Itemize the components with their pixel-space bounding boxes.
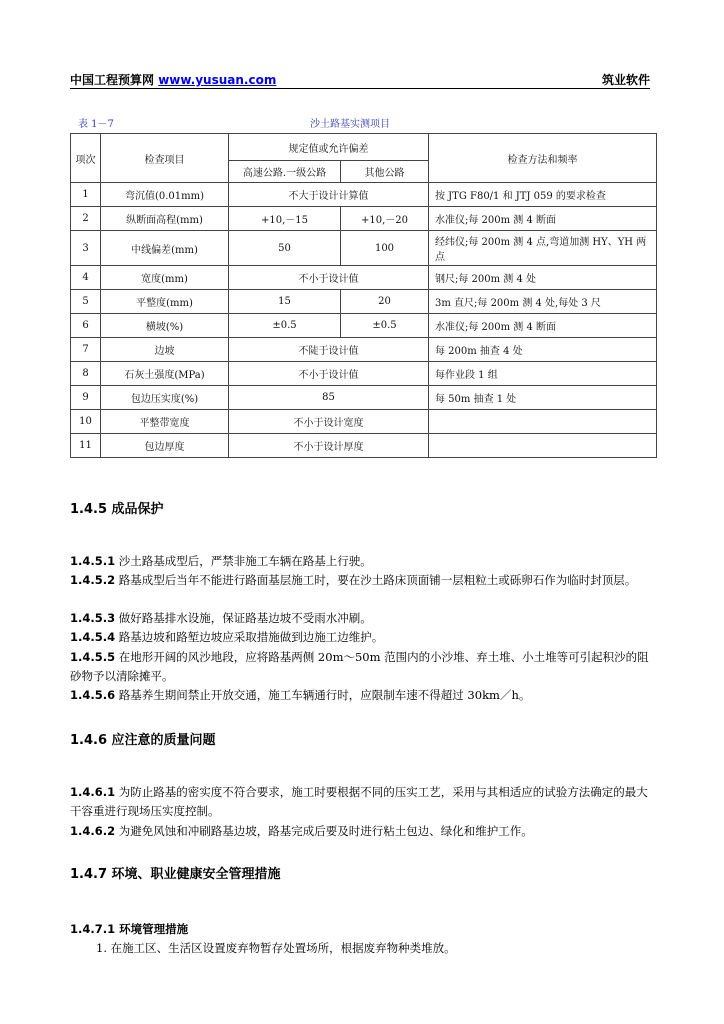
table-title: 沙土路基实测项目 xyxy=(310,119,390,130)
list-item: 1. 在施工区、生活区设置废弃物暂存处置场所，根据废弃物种类堆放。 xyxy=(96,941,456,955)
para-text: 为防止路基的密实度不符合要求，施工时要根据不同的压实工艺，采用与其相适应的试验方法确定的最大干容重进行现场压实度控制。 xyxy=(70,785,648,818)
cell-no: 11 xyxy=(71,434,101,458)
cell-high: ±0.5 xyxy=(229,314,341,338)
paragraph-1-4-5-5 xyxy=(70,648,656,686)
para-text: 沙土路基成型后，严禁非施工车辆在路基上行驶。 xyxy=(115,554,372,568)
cell-span: 不小于设计厚度 xyxy=(229,434,429,458)
para-num: 1.4.5.3 xyxy=(70,611,116,625)
paragraph-1-4-5-3 xyxy=(70,609,656,628)
cell-no: 9 xyxy=(71,386,101,410)
cell-no: 1 xyxy=(71,183,101,207)
table-row xyxy=(71,314,657,338)
cell-method xyxy=(429,410,657,434)
paragraph-1-4-5-6 xyxy=(70,686,656,705)
header-left xyxy=(70,71,276,88)
para-text: 在地形开阔的风沙地段，应将路基两侧 20m～50m 范围内的小沙堆、弃土堆、小土堆等可引起积沙的阻砂物予以清除摊平。 xyxy=(70,650,649,683)
heading-1-4-7: 1.4.7 环境、职业健康安全管理措施 xyxy=(70,867,281,882)
table-row xyxy=(71,386,657,410)
cell-span: 不小于设计值 xyxy=(229,362,429,386)
para-text: 为避免风蚀和冲刷路基边坡，路基完成后要及时进行粘土包边、绿化和维护工作。 xyxy=(115,824,533,838)
table-row xyxy=(71,231,657,266)
cell-item: 包边厚度 xyxy=(101,434,229,458)
cell-method: 每 50m 抽查 1 处 xyxy=(429,386,657,410)
paragraph-1-4-5-4 xyxy=(70,628,656,647)
cell-other: ±0.5 xyxy=(341,314,429,338)
cell-method: 钢尺;每 200m 测 4 处 xyxy=(429,266,657,290)
cell-other: +10,－20 xyxy=(341,207,429,231)
para-num: 1.4.5.6 xyxy=(70,688,116,702)
table-row xyxy=(71,266,657,290)
header-site-link[interactable]: www.yusuan.com xyxy=(158,73,277,87)
cell-item: 纵断面高程(mm) xyxy=(101,207,229,231)
page-header xyxy=(70,70,650,89)
para-num: 1.4.5.2 xyxy=(70,573,116,587)
header-right: 筑业软件 xyxy=(601,73,650,87)
para-num: 1.4.5.1 xyxy=(70,554,116,568)
cell-span: 不小于设计宽度 xyxy=(229,410,429,434)
cell-span: 不小于设计值 xyxy=(229,266,429,290)
header-highway: 高速公路.一级公路 xyxy=(229,161,341,183)
cell-no: 5 xyxy=(71,290,101,314)
cell-item: 宽度(mm) xyxy=(101,266,229,290)
table-row xyxy=(71,183,657,207)
paragraph-1-4-5-2 xyxy=(70,571,656,590)
cell-method: 经纬仪;每 200m 测 4 点,弯道加测 HY、YH 两点 xyxy=(429,231,657,266)
para-num: 1.4.6.1 xyxy=(70,785,116,799)
cell-method: 水准仪;每 200m 测 4 断面 xyxy=(429,207,657,231)
paragraph-1-4-6-1 xyxy=(70,783,656,821)
paragraph-1-4-6-2 xyxy=(70,822,656,841)
header-check-item: 检查项目 xyxy=(101,134,229,183)
cell-method xyxy=(429,434,657,458)
para-text: 做好路基排水设施，保证路基边坡不受雨水冲刷。 xyxy=(115,611,372,625)
header-other: 其他公路 xyxy=(341,161,429,183)
para-num: 1.4.6.2 xyxy=(70,824,116,838)
cell-high: 50 xyxy=(229,231,341,266)
cell-item: 平整度(mm) xyxy=(101,290,229,314)
cell-method: 每作业段 1 组 xyxy=(429,362,657,386)
para-text: 路基成型后当年不能进行路面基层施工时，要在沙土路床顶面铺一层粗粒土或砾卵石作为临时封顶层。 xyxy=(115,573,637,587)
cell-item: 平整带宽度 xyxy=(101,410,229,434)
cell-span: 不陡于设计值 xyxy=(229,338,429,362)
para-num: 1.4.5.5 xyxy=(70,650,116,664)
cell-no: 7 xyxy=(71,338,101,362)
cell-high: +10,－15 xyxy=(229,207,341,231)
para-num: 1.4.5.4 xyxy=(70,630,116,644)
cell-high: 15 xyxy=(229,290,341,314)
cell-item: 石灰土强度(MPa) xyxy=(101,362,229,386)
cell-span: 不大于设计计算值 xyxy=(229,183,429,207)
cell-item: 包边压实度(%) xyxy=(101,386,229,410)
header-site-name: 中国工程预算网 xyxy=(70,73,159,87)
heading-1-4-5: 1.4.5 成品保护 xyxy=(70,502,164,517)
cell-item: 弯沉值(0.01mm) xyxy=(101,183,229,207)
cell-method: 按 JTG F80/1 和 JTJ 059 的要求检查 xyxy=(429,183,657,207)
cell-other: 100 xyxy=(341,231,429,266)
cell-other: 20 xyxy=(341,290,429,314)
header-spec-group: 规定值或允许偏差 xyxy=(229,134,429,161)
cell-item: 边坡 xyxy=(101,338,229,362)
cell-method: 每 200m 抽查 4 处 xyxy=(429,338,657,362)
cell-no: 10 xyxy=(71,410,101,434)
paragraph-1-4-5-1 xyxy=(70,552,656,571)
table-caption xyxy=(70,115,650,129)
table-number: 表 1－7 xyxy=(78,119,114,130)
spec-table xyxy=(70,133,657,458)
para-text: 路基边坡和路堑边坡应采取措施做到边施工边维护。 xyxy=(115,630,384,644)
cell-span: 85 xyxy=(229,386,429,410)
para-text: 路基养生期间禁止开放交通，施工车辆通行时，应限制车速不得超过 30km／h。 xyxy=(115,688,531,702)
table-header-row xyxy=(71,134,657,161)
cell-no: 4 xyxy=(71,266,101,290)
cell-no: 6 xyxy=(71,314,101,338)
table-row xyxy=(71,410,657,434)
table-row xyxy=(71,207,657,231)
cell-no: 3 xyxy=(71,231,101,266)
subheading-1-4-7-1: 1.4.7.1 环境管理措施 xyxy=(70,922,189,936)
cell-no: 8 xyxy=(71,362,101,386)
heading-1-4-6: 1.4.6 应注意的质量问题 xyxy=(70,733,216,748)
table-row xyxy=(71,290,657,314)
cell-method: 3m 直尺;每 200m 测 4 处,每处 3 尺 xyxy=(429,290,657,314)
header-item-no: 项次 xyxy=(71,134,101,183)
table-row xyxy=(71,338,657,362)
cell-no: 2 xyxy=(71,207,101,231)
cell-method: 水准仪;每 200m 测 4 断面 xyxy=(429,314,657,338)
cell-item: 中线偏差(mm) xyxy=(101,231,229,266)
table-row xyxy=(71,362,657,386)
header-method: 检查方法和频率 xyxy=(429,134,657,183)
cell-item: 横坡(%) xyxy=(101,314,229,338)
table-row xyxy=(71,434,657,458)
